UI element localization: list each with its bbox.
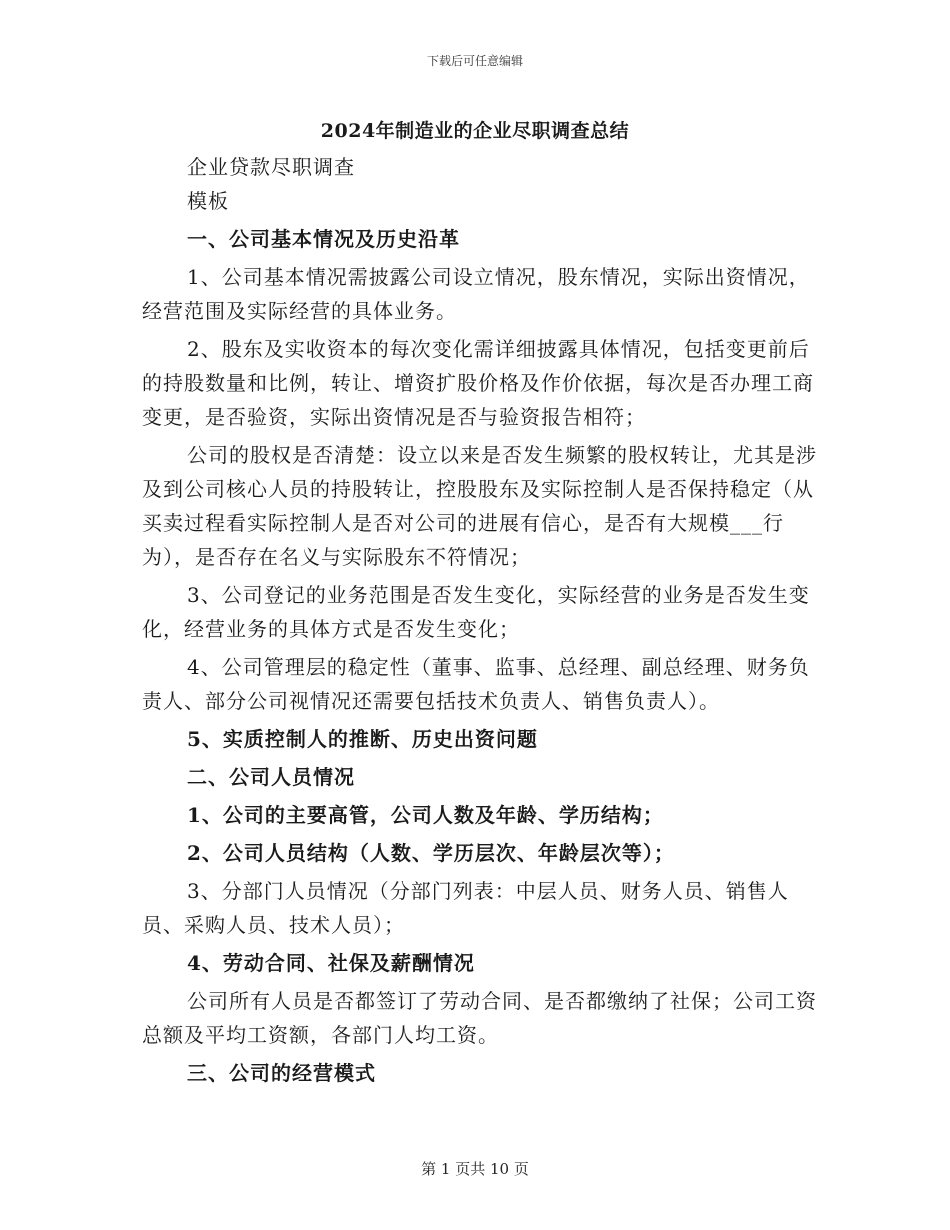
paragraph-department-staff: 3、分部门人员情况（分部门列表：中层人员、财务人员、销售人员、采购人员、技术人员）； — [142, 879, 789, 937]
paragraph-loan-survey: 企业贷款尽职调查 — [187, 155, 355, 179]
document-body — [142, 150, 818, 1090]
heading-section-3: 三、公司的经营模式 — [187, 1061, 376, 1085]
page-number: 第 1 页共 10 页 — [421, 1160, 529, 1178]
document-title: 2024年制造业的企业尽职调查总结 — [320, 120, 630, 142]
heading-section-1: 一、公司基本情况及历史沿革 — [187, 227, 460, 251]
paragraph-management-stability: 4、公司管理层的稳定性（董事、监事、总经理、副总经理、财务负责人、部分公司视情况还需要包括技术负责人、销售负责人）。 — [142, 655, 810, 713]
heading-section-2: 二、公司人员情况 — [187, 765, 355, 789]
paragraph-equity-clarity: 公司的股权是否清楚：设立以来是否发生频繁的股权转让，尤其是涉及到公司核心人员的持股转让，控股股东及实际控制人是否保持稳定（从买卖过程看实际控制人是否对公司的进展有信心，是否有大规模___行为），是否存在名义与实际股东不符情况； — [142, 443, 817, 569]
paragraph-business-scope: 3、公司登记的业务范围是否发生变化，实际经营的业务是否发生变化，经营业务的具体方式是否发生变化； — [142, 583, 810, 641]
paragraph-basic-info: 1、公司基本情况需披露公司设立情况，股东情况，实际出资情况，经营范围及实际经营的具体业务。 — [142, 265, 810, 323]
heading-executives: 1、公司的主要高管，公司人数及年龄、学历结构； — [187, 803, 664, 827]
heading-labor-contracts: 4、劳动合同、社保及薪酬情况 — [187, 951, 475, 975]
paragraph-labor-details: 公司所有人员是否都签订了劳动合同、是否都缴纳了社保；公司工资总额及平均工资额，各部门人均工资。 — [142, 989, 817, 1047]
heading-staff-structure: 2、公司人员结构（人数、学历层次、年龄层次等）； — [187, 841, 675, 865]
paragraph-shareholder-changes: 2、股东及实收资本的每次变化需详细披露具体情况，包括变更前后的持股数量和比例，转让、增资扩股价格及作价依据，每次是否办理工商变更，是否验资，实际出资情况是否与验资报告相符； — [142, 337, 814, 429]
heading-actual-controller: 5、实质控制人的推断、历史出资问题 — [187, 727, 538, 751]
paragraph-template: 模板 — [187, 189, 229, 213]
page-header: 下载后可任意编辑 — [426, 54, 523, 68]
